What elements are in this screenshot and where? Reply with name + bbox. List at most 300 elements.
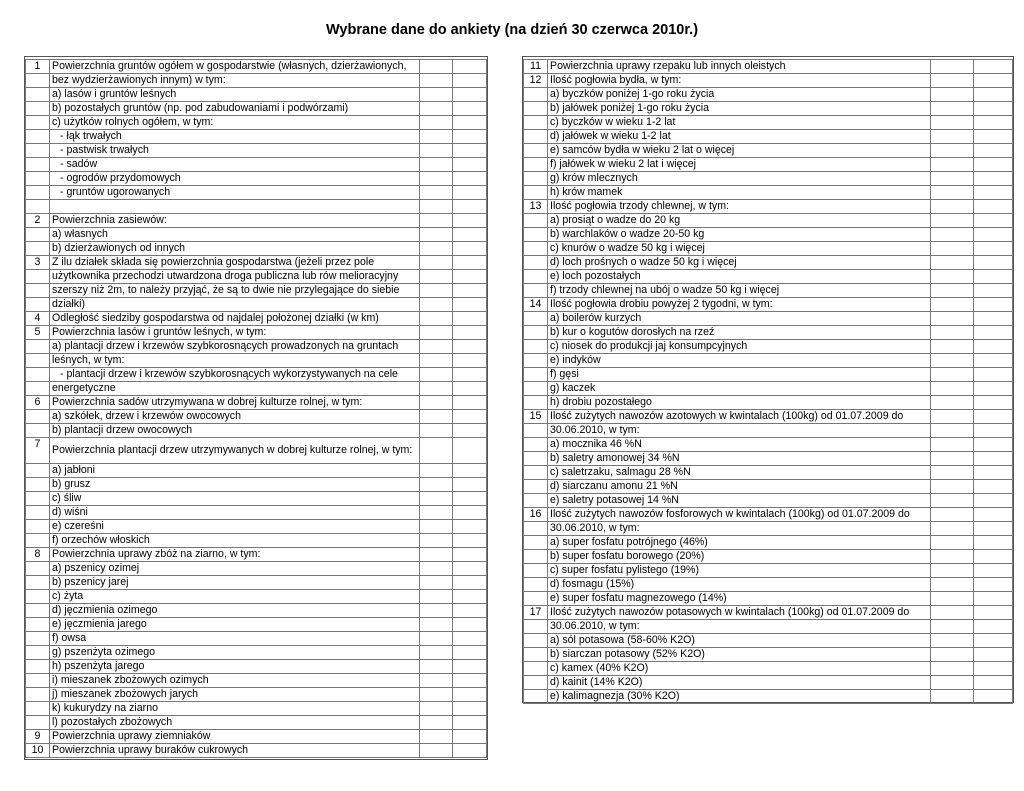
answer-cell-secondary[interactable] bbox=[974, 186, 1013, 200]
item-label: a) prosiąt o wadze do 20 kg bbox=[548, 214, 931, 228]
answer-cell-secondary[interactable] bbox=[453, 576, 487, 590]
answer-cell[interactable] bbox=[931, 284, 974, 298]
answer-cell[interactable] bbox=[420, 382, 453, 396]
answer-cell[interactable] bbox=[931, 438, 974, 452]
item-label: a) super fosfatu potrójnego (46%) bbox=[548, 536, 931, 550]
survey-row bbox=[26, 520, 487, 534]
answer-cell[interactable] bbox=[420, 702, 453, 716]
answer-cell-secondary[interactable] bbox=[974, 242, 1013, 256]
survey-row bbox=[26, 632, 487, 646]
item-label: d) fosmagu (15%) bbox=[548, 578, 931, 592]
answer-cell[interactable] bbox=[931, 634, 974, 648]
answer-cell[interactable] bbox=[931, 452, 974, 466]
item-number bbox=[26, 506, 50, 520]
survey-row bbox=[26, 478, 487, 492]
item-number bbox=[524, 130, 548, 144]
answer-cell[interactable] bbox=[420, 576, 453, 590]
answer-cell[interactable] bbox=[420, 312, 453, 326]
answer-cell-secondary[interactable] bbox=[974, 480, 1013, 494]
answer-cell-secondary[interactable] bbox=[974, 508, 1013, 522]
item-label: Powierzchnia plantacji drzew utrzymywanych w dobrej kulturze rolnej, w tym: bbox=[50, 438, 420, 464]
answer-cell-secondary[interactable] bbox=[453, 74, 487, 88]
answer-cell[interactable] bbox=[931, 676, 974, 690]
answer-cell[interactable] bbox=[420, 200, 453, 214]
answer-cell-secondary[interactable] bbox=[453, 674, 487, 688]
survey-row bbox=[26, 646, 487, 660]
item-number bbox=[524, 228, 548, 242]
survey-row bbox=[524, 522, 1013, 536]
answer-cell[interactable] bbox=[931, 326, 974, 340]
item-label: 30.06.2010, w tym: bbox=[548, 522, 931, 536]
item-number bbox=[524, 354, 548, 368]
answer-cell[interactable] bbox=[931, 158, 974, 172]
answer-cell-secondary[interactable] bbox=[974, 662, 1013, 676]
answer-cell[interactable] bbox=[420, 688, 453, 702]
answer-cell-secondary[interactable] bbox=[453, 464, 487, 478]
item-label: h) drobiu pozostałego bbox=[548, 396, 931, 410]
answer-cell[interactable] bbox=[931, 270, 974, 284]
item-label: Ilość pogłowia bydła, w tym: bbox=[548, 74, 931, 88]
answer-cell-secondary[interactable] bbox=[974, 200, 1013, 214]
survey-row bbox=[26, 744, 487, 758]
answer-cell-secondary[interactable] bbox=[453, 646, 487, 660]
item-label: c) żyta bbox=[50, 590, 420, 604]
answer-cell[interactable] bbox=[931, 256, 974, 270]
item-number bbox=[524, 522, 548, 536]
answer-cell[interactable] bbox=[931, 144, 974, 158]
answer-cell-secondary[interactable] bbox=[974, 144, 1013, 158]
answer-cell-secondary[interactable] bbox=[453, 548, 487, 562]
answer-cell-secondary[interactable] bbox=[453, 438, 487, 464]
answer-cell[interactable] bbox=[931, 354, 974, 368]
answer-cell-secondary[interactable] bbox=[974, 592, 1013, 606]
answer-cell-secondary[interactable] bbox=[974, 648, 1013, 662]
item-number bbox=[26, 298, 50, 312]
answer-cell-secondary[interactable] bbox=[453, 298, 487, 312]
item-number bbox=[26, 116, 50, 130]
answer-cell[interactable] bbox=[420, 172, 453, 186]
survey-row bbox=[524, 564, 1013, 578]
item-number bbox=[524, 662, 548, 676]
item-number bbox=[524, 620, 548, 634]
answer-cell[interactable] bbox=[931, 74, 974, 88]
item-number bbox=[524, 144, 548, 158]
answer-cell[interactable] bbox=[420, 368, 453, 382]
answer-cell-secondary[interactable] bbox=[974, 620, 1013, 634]
answer-cell[interactable] bbox=[420, 590, 453, 604]
answer-cell-secondary[interactable] bbox=[974, 116, 1013, 130]
answer-cell[interactable] bbox=[931, 60, 974, 74]
answer-cell[interactable] bbox=[420, 116, 453, 130]
item-number bbox=[524, 648, 548, 662]
item-number bbox=[524, 312, 548, 326]
answer-cell-secondary[interactable] bbox=[974, 256, 1013, 270]
answer-cell-secondary[interactable] bbox=[453, 368, 487, 382]
answer-cell-secondary[interactable] bbox=[453, 410, 487, 424]
item-label: d) jałówek w wieku 1-2 lat bbox=[548, 130, 931, 144]
answer-cell-secondary[interactable] bbox=[453, 562, 487, 576]
answer-cell[interactable] bbox=[420, 534, 453, 548]
answer-cell-secondary[interactable] bbox=[453, 284, 487, 298]
answer-cell-secondary[interactable] bbox=[453, 730, 487, 744]
answer-cell-secondary[interactable] bbox=[453, 534, 487, 548]
item-label: b) warchlaków o wadze 20-50 kg bbox=[548, 228, 931, 242]
answer-cell-secondary[interactable] bbox=[453, 60, 487, 74]
survey-row bbox=[524, 326, 1013, 340]
item-number bbox=[26, 716, 50, 730]
item-label: Powierzchnia lasów i gruntów leśnych, w tym: bbox=[50, 326, 420, 340]
survey-row bbox=[26, 312, 487, 326]
survey-row bbox=[524, 620, 1013, 634]
item-label: Powierzchnia gruntów ogółem w gospodarstwie (własnych, dzierżawionych, bbox=[50, 60, 420, 74]
item-number bbox=[524, 494, 548, 508]
item-number bbox=[524, 368, 548, 382]
item-number bbox=[26, 604, 50, 618]
answer-cell-secondary[interactable] bbox=[453, 116, 487, 130]
survey-row bbox=[26, 158, 487, 172]
answer-cell[interactable] bbox=[931, 88, 974, 102]
answer-cell-secondary[interactable] bbox=[974, 158, 1013, 172]
answer-cell-secondary[interactable] bbox=[974, 228, 1013, 242]
answer-cell-secondary[interactable] bbox=[453, 632, 487, 646]
answer-cell-secondary[interactable] bbox=[453, 660, 487, 674]
answer-cell[interactable] bbox=[931, 312, 974, 326]
item-label: f) orzechów włoskich bbox=[50, 534, 420, 548]
item-number: 6 bbox=[26, 396, 50, 410]
answer-cell-secondary[interactable] bbox=[974, 522, 1013, 536]
answer-cell[interactable] bbox=[420, 270, 453, 284]
survey-row bbox=[524, 354, 1013, 368]
answer-cell-secondary[interactable] bbox=[453, 158, 487, 172]
item-number bbox=[524, 438, 548, 452]
answer-cell[interactable] bbox=[420, 242, 453, 256]
answer-cell[interactable] bbox=[420, 354, 453, 368]
answer-cell-secondary[interactable] bbox=[974, 410, 1013, 424]
answer-cell-secondary[interactable] bbox=[453, 200, 487, 214]
answer-cell-secondary[interactable] bbox=[453, 520, 487, 534]
answer-cell-secondary[interactable] bbox=[974, 130, 1013, 144]
answer-cell[interactable] bbox=[931, 550, 974, 564]
answer-cell-secondary[interactable] bbox=[453, 340, 487, 354]
survey-row bbox=[524, 312, 1013, 326]
item-number bbox=[26, 242, 50, 256]
answer-cell-secondary[interactable] bbox=[974, 88, 1013, 102]
answer-cell[interactable] bbox=[931, 410, 974, 424]
item-number bbox=[26, 200, 50, 214]
answer-cell[interactable] bbox=[420, 326, 453, 340]
answer-cell[interactable] bbox=[420, 158, 453, 172]
item-label: a) pszenicy ozimej bbox=[50, 562, 420, 576]
answer-cell-secondary[interactable] bbox=[974, 564, 1013, 578]
survey-row bbox=[524, 284, 1013, 298]
answer-cell[interactable] bbox=[931, 606, 974, 620]
answer-cell[interactable] bbox=[420, 256, 453, 270]
answer-cell[interactable] bbox=[420, 214, 453, 228]
document-title: Wybrane dane do ankiety (na dzień 30 czerwca 2010r.) bbox=[325, 22, 699, 38]
answer-cell-secondary[interactable] bbox=[974, 536, 1013, 550]
item-number: 4 bbox=[26, 312, 50, 326]
answer-cell-secondary[interactable] bbox=[453, 396, 487, 410]
answer-cell[interactable] bbox=[420, 130, 453, 144]
item-number bbox=[26, 158, 50, 172]
answer-cell[interactable] bbox=[420, 632, 453, 646]
answer-cell-secondary[interactable] bbox=[453, 270, 487, 284]
item-number bbox=[524, 88, 548, 102]
answer-cell[interactable] bbox=[420, 340, 453, 354]
survey-row bbox=[26, 102, 487, 116]
item-label: e) kalimagnezja (30% K2O) bbox=[548, 690, 931, 704]
answer-cell[interactable] bbox=[420, 492, 453, 506]
survey-row bbox=[524, 578, 1013, 592]
item-label: a) boilerów kurzych bbox=[548, 312, 931, 326]
answer-cell[interactable] bbox=[931, 102, 974, 116]
answer-cell[interactable] bbox=[931, 522, 974, 536]
answer-cell-secondary[interactable] bbox=[974, 452, 1013, 466]
item-number bbox=[524, 536, 548, 550]
answer-cell[interactable] bbox=[931, 466, 974, 480]
answer-cell-secondary[interactable] bbox=[974, 634, 1013, 648]
item-number: 14 bbox=[524, 298, 548, 312]
answer-cell-secondary[interactable] bbox=[453, 354, 487, 368]
answer-cell[interactable] bbox=[931, 648, 974, 662]
item-label: h) krów mamek bbox=[548, 186, 931, 200]
item-label: Ilość pogłowia trzody chlewnej, w tym: bbox=[548, 200, 931, 214]
survey-row bbox=[26, 340, 487, 354]
answer-cell-secondary[interactable] bbox=[453, 688, 487, 702]
item-label bbox=[50, 200, 420, 214]
answer-cell-secondary[interactable] bbox=[453, 130, 487, 144]
answer-cell-secondary[interactable] bbox=[453, 256, 487, 270]
answer-cell[interactable] bbox=[420, 562, 453, 576]
answer-cell-secondary[interactable] bbox=[974, 494, 1013, 508]
answer-cell[interactable] bbox=[931, 130, 974, 144]
answer-cell[interactable] bbox=[420, 102, 453, 116]
answer-cell-secondary[interactable] bbox=[974, 60, 1013, 74]
answer-cell[interactable] bbox=[420, 730, 453, 744]
answer-cell-secondary[interactable] bbox=[453, 88, 487, 102]
survey-row bbox=[524, 592, 1013, 606]
answer-cell[interactable] bbox=[420, 88, 453, 102]
answer-cell[interactable] bbox=[420, 618, 453, 632]
survey-row bbox=[26, 576, 487, 590]
answer-cell-secondary[interactable] bbox=[974, 368, 1013, 382]
answer-cell-secondary[interactable] bbox=[974, 606, 1013, 620]
answer-cell-secondary[interactable] bbox=[974, 396, 1013, 410]
survey-row bbox=[26, 688, 487, 702]
item-label: - pastwisk trwałych bbox=[50, 144, 420, 158]
survey-row bbox=[524, 88, 1013, 102]
answer-cell[interactable] bbox=[420, 438, 453, 464]
item-number: 12 bbox=[524, 74, 548, 88]
answer-cell-secondary[interactable] bbox=[453, 604, 487, 618]
answer-cell-secondary[interactable] bbox=[453, 478, 487, 492]
answer-cell-secondary[interactable] bbox=[974, 424, 1013, 438]
answer-cell[interactable] bbox=[420, 548, 453, 562]
answer-cell-secondary[interactable] bbox=[974, 214, 1013, 228]
item-label: Ilość zużytych nawozów potasowych w kwintalach (100kg) od 01.07.2009 do bbox=[548, 606, 931, 620]
answer-cell[interactable] bbox=[931, 242, 974, 256]
answer-cell[interactable] bbox=[420, 478, 453, 492]
answer-cell-secondary[interactable] bbox=[453, 172, 487, 186]
answer-cell-secondary[interactable] bbox=[974, 312, 1013, 326]
item-number bbox=[26, 618, 50, 632]
item-number bbox=[26, 284, 50, 298]
answer-cell-secondary[interactable] bbox=[453, 214, 487, 228]
item-number: 5 bbox=[26, 326, 50, 340]
answer-cell[interactable] bbox=[420, 284, 453, 298]
survey-row bbox=[524, 158, 1013, 172]
survey-row bbox=[26, 298, 487, 312]
item-label: - gruntów ugorowanych bbox=[50, 186, 420, 200]
survey-row bbox=[524, 396, 1013, 410]
answer-cell-secondary[interactable] bbox=[453, 506, 487, 520]
item-number: 16 bbox=[524, 508, 548, 522]
answer-cell-secondary[interactable] bbox=[974, 298, 1013, 312]
item-label: d) kainit (14% K2O) bbox=[548, 676, 931, 690]
answer-cell[interactable] bbox=[931, 592, 974, 606]
answer-cell[interactable] bbox=[420, 228, 453, 242]
answer-cell-secondary[interactable] bbox=[974, 578, 1013, 592]
answer-cell-secondary[interactable] bbox=[974, 690, 1013, 704]
answer-cell-secondary[interactable] bbox=[453, 492, 487, 506]
survey-row bbox=[524, 662, 1013, 676]
answer-cell-secondary[interactable] bbox=[974, 270, 1013, 284]
answer-cell[interactable] bbox=[931, 186, 974, 200]
survey-row bbox=[26, 326, 487, 340]
item-number bbox=[524, 550, 548, 564]
answer-cell-secondary[interactable] bbox=[453, 702, 487, 716]
answer-cell[interactable] bbox=[420, 520, 453, 534]
answer-cell-secondary[interactable] bbox=[974, 74, 1013, 88]
answer-cell[interactable] bbox=[420, 660, 453, 674]
answer-cell-secondary[interactable] bbox=[974, 438, 1013, 452]
answer-cell-secondary[interactable] bbox=[974, 676, 1013, 690]
answer-cell[interactable] bbox=[931, 340, 974, 354]
survey-row bbox=[524, 466, 1013, 480]
survey-row bbox=[524, 536, 1013, 550]
answer-cell-secondary[interactable] bbox=[453, 716, 487, 730]
survey-row bbox=[524, 60, 1013, 74]
item-label: b) saletry amonowej 34 %N bbox=[548, 452, 931, 466]
item-number bbox=[26, 464, 50, 478]
answer-cell[interactable] bbox=[420, 74, 453, 88]
survey-row bbox=[524, 186, 1013, 200]
answer-cell[interactable] bbox=[420, 716, 453, 730]
survey-row bbox=[26, 396, 487, 410]
answer-cell[interactable] bbox=[420, 744, 453, 758]
answer-cell-secondary[interactable] bbox=[453, 382, 487, 396]
item-label: c) śliw bbox=[50, 492, 420, 506]
answer-cell[interactable] bbox=[420, 410, 453, 424]
answer-cell[interactable] bbox=[931, 536, 974, 550]
survey-row bbox=[26, 562, 487, 576]
answer-cell-secondary[interactable] bbox=[453, 102, 487, 116]
answer-cell[interactable] bbox=[420, 60, 453, 74]
answer-cell-secondary[interactable] bbox=[974, 326, 1013, 340]
answer-cell[interactable] bbox=[931, 620, 974, 634]
answer-cell-secondary[interactable] bbox=[453, 744, 487, 758]
answer-cell-secondary[interactable] bbox=[453, 590, 487, 604]
item-number bbox=[524, 424, 548, 438]
answer-cell[interactable] bbox=[931, 690, 974, 704]
answer-cell[interactable] bbox=[931, 214, 974, 228]
answer-cell-secondary[interactable] bbox=[974, 102, 1013, 116]
survey-row bbox=[26, 382, 487, 396]
answer-cell[interactable] bbox=[931, 578, 974, 592]
answer-cell[interactable] bbox=[420, 646, 453, 660]
item-label: szerszy niż 2m, to należy przyjąć, że są to dwie nie przylegające do siebie bbox=[50, 284, 420, 298]
answer-cell-secondary[interactable] bbox=[453, 242, 487, 256]
answer-cell-secondary[interactable] bbox=[453, 424, 487, 438]
answer-cell-secondary[interactable] bbox=[453, 618, 487, 632]
answer-cell[interactable] bbox=[420, 424, 453, 438]
answer-cell-secondary[interactable] bbox=[974, 172, 1013, 186]
answer-cell[interactable] bbox=[420, 186, 453, 200]
item-label: użytkownika przechodzi utwardzona droga publiczna lub rów melioracyjny bbox=[50, 270, 420, 284]
answer-cell-secondary[interactable] bbox=[453, 326, 487, 340]
survey-row bbox=[26, 730, 487, 744]
answer-cell[interactable] bbox=[931, 368, 974, 382]
answer-cell-secondary[interactable] bbox=[453, 144, 487, 158]
survey-row bbox=[26, 256, 487, 270]
item-number bbox=[524, 158, 548, 172]
answer-cell[interactable] bbox=[931, 424, 974, 438]
answer-cell[interactable] bbox=[420, 604, 453, 618]
answer-cell[interactable] bbox=[931, 200, 974, 214]
answer-cell[interactable] bbox=[931, 298, 974, 312]
answer-cell[interactable] bbox=[931, 662, 974, 676]
item-number bbox=[26, 534, 50, 548]
answer-cell-secondary[interactable] bbox=[453, 228, 487, 242]
survey-row bbox=[524, 480, 1013, 494]
item-number bbox=[524, 116, 548, 130]
answer-cell-secondary[interactable] bbox=[974, 550, 1013, 564]
answer-cell-secondary[interactable] bbox=[974, 382, 1013, 396]
answer-cell[interactable] bbox=[420, 396, 453, 410]
answer-cell[interactable] bbox=[420, 144, 453, 158]
answer-cell[interactable] bbox=[420, 464, 453, 478]
item-label: Ilość zużytych nawozów fosforowych w kwintalach (100kg) od 01.07.2009 do bbox=[548, 508, 931, 522]
answer-cell[interactable] bbox=[931, 564, 974, 578]
answer-cell[interactable] bbox=[420, 298, 453, 312]
answer-cell[interactable] bbox=[931, 116, 974, 130]
answer-cell[interactable] bbox=[931, 480, 974, 494]
item-number bbox=[524, 340, 548, 354]
answer-cell[interactable] bbox=[931, 494, 974, 508]
item-number bbox=[524, 256, 548, 270]
answer-cell-secondary[interactable] bbox=[974, 466, 1013, 480]
answer-cell-secondary[interactable] bbox=[974, 340, 1013, 354]
answer-cell[interactable] bbox=[420, 506, 453, 520]
answer-cell[interactable] bbox=[931, 172, 974, 186]
answer-cell[interactable] bbox=[931, 508, 974, 522]
item-label: b) kur o kogutów dorosłych na rzeź bbox=[548, 326, 931, 340]
item-number bbox=[26, 410, 50, 424]
item-number bbox=[524, 480, 548, 494]
answer-cell[interactable] bbox=[931, 382, 974, 396]
answer-cell-secondary[interactable] bbox=[974, 284, 1013, 298]
item-number bbox=[524, 326, 548, 340]
item-label: 30.06.2010, w tym: bbox=[548, 620, 931, 634]
item-number bbox=[26, 674, 50, 688]
item-number bbox=[524, 676, 548, 690]
answer-cell[interactable] bbox=[931, 396, 974, 410]
answer-cell-secondary[interactable] bbox=[974, 354, 1013, 368]
answer-cell-secondary[interactable] bbox=[453, 186, 487, 200]
answer-cell-secondary[interactable] bbox=[453, 312, 487, 326]
answer-cell[interactable] bbox=[420, 674, 453, 688]
answer-cell[interactable] bbox=[931, 228, 974, 242]
